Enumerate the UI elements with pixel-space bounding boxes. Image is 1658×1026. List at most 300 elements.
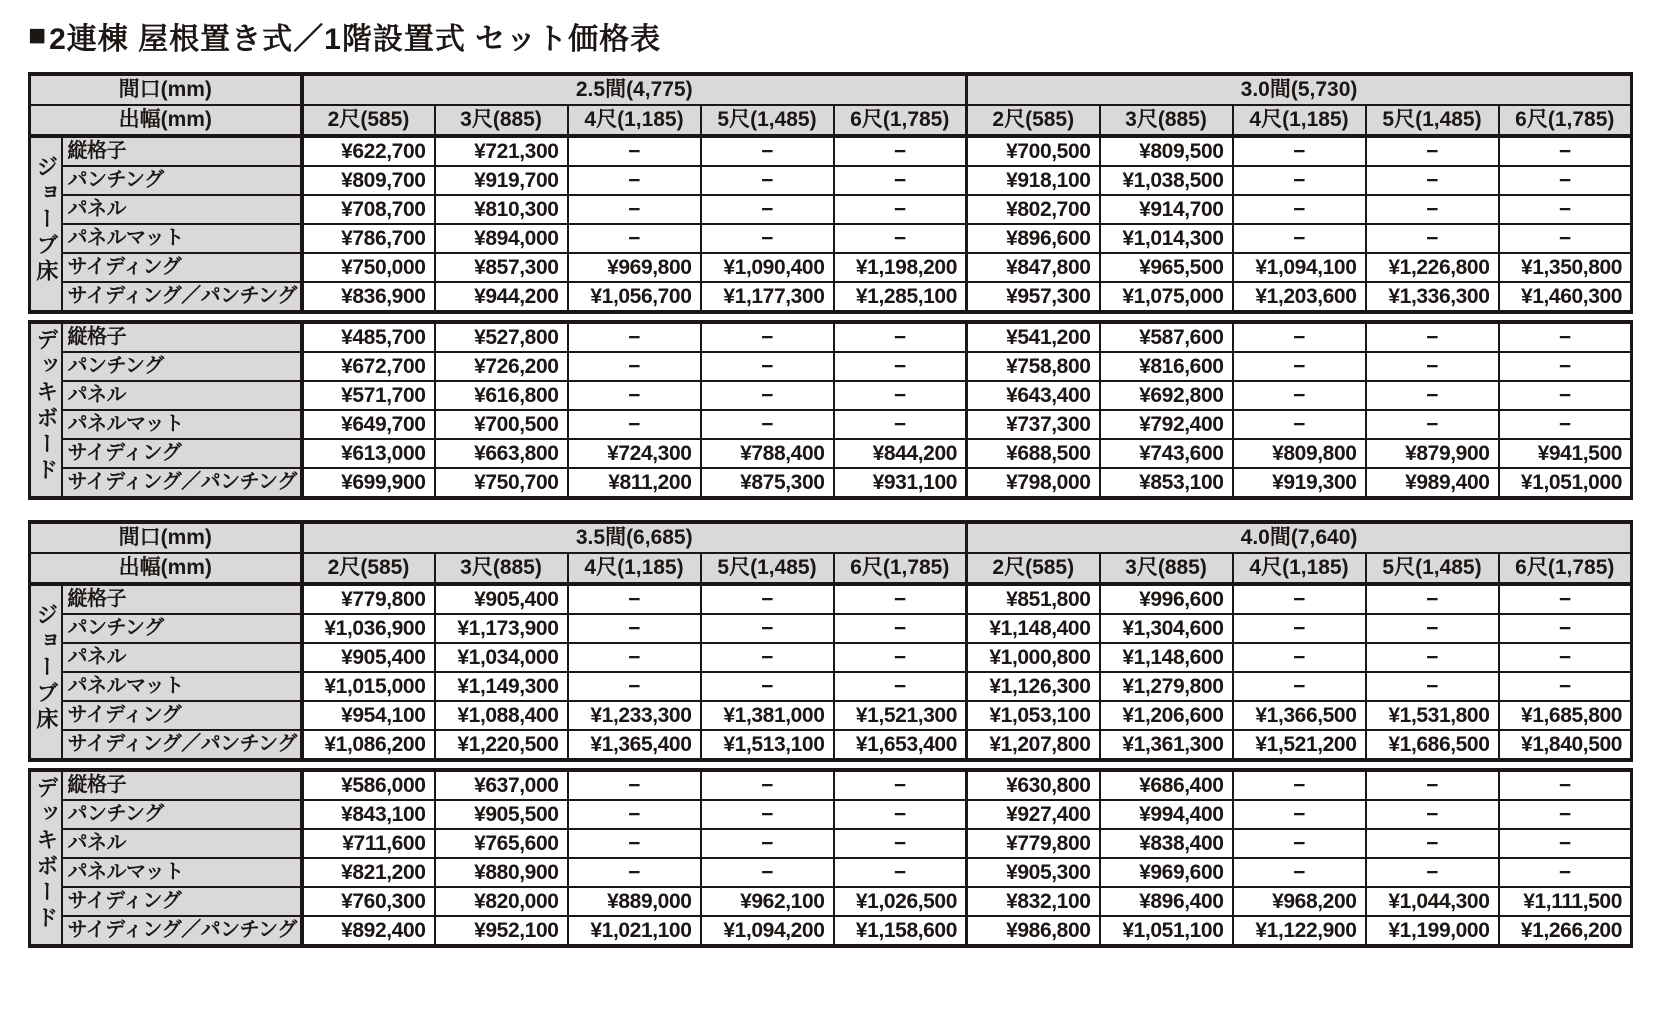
price-cell: ¥965,500 xyxy=(1100,253,1233,282)
empty-price-cell: − xyxy=(1499,643,1632,672)
title-square-bullet-icon: ■ xyxy=(28,19,48,52)
price-cell: ¥1,366,500 xyxy=(1233,701,1366,730)
empty-price-cell: − xyxy=(1499,136,1632,166)
price-cell: ¥905,500 xyxy=(435,800,568,829)
row-label: サイディング／パンチング xyxy=(62,282,302,312)
empty-price-cell: − xyxy=(701,643,834,672)
price-cell: ¥1,090,400 xyxy=(701,253,834,282)
depth-header-cell: 3尺(885) xyxy=(435,105,568,136)
empty-price-cell: − xyxy=(834,381,967,410)
price-cell: ¥836,900 xyxy=(302,282,435,312)
table-row xyxy=(30,701,1632,730)
price-cell: ¥737,300 xyxy=(967,410,1100,439)
price-cell: ¥1,365,400 xyxy=(568,730,701,760)
price-cell: ¥986,800 xyxy=(967,916,1100,946)
price-cell: ¥1,014,300 xyxy=(1100,224,1233,253)
price-cell: ¥711,600 xyxy=(302,829,435,858)
empty-price-cell: − xyxy=(568,829,701,858)
empty-price-cell: − xyxy=(568,770,701,800)
empty-price-cell: − xyxy=(1233,195,1366,224)
price-cell: ¥1,460,300 xyxy=(1499,282,1632,312)
empty-price-cell: − xyxy=(1233,643,1366,672)
table-row xyxy=(30,916,1632,946)
price-cell: ¥1,000,800 xyxy=(967,643,1100,672)
price-cell: ¥1,036,900 xyxy=(302,614,435,643)
price-cell: ¥1,266,200 xyxy=(1499,916,1632,946)
depth-header-cell: 5尺(1,485) xyxy=(1366,553,1499,584)
empty-price-cell: − xyxy=(1366,829,1499,858)
depth-header-cell: 4尺(1,185) xyxy=(1233,553,1366,584)
price-cell: ¥613,000 xyxy=(302,439,435,468)
empty-price-cell: − xyxy=(1233,614,1366,643)
empty-price-cell: − xyxy=(834,770,967,800)
row-label: サイディング xyxy=(62,701,302,730)
empty-price-cell: − xyxy=(701,614,834,643)
empty-price-cell: − xyxy=(1499,166,1632,195)
page-title-text: 2連棟 屋根置き式／1階設置式 セット価格表 xyxy=(49,23,662,56)
empty-price-cell: − xyxy=(834,614,967,643)
empty-price-cell: − xyxy=(1366,858,1499,887)
section-label-text: デッキボード xyxy=(33,775,59,932)
empty-price-cell: − xyxy=(1499,352,1632,381)
price-table-upper xyxy=(28,72,1633,314)
depth-header-cell: 2尺(585) xyxy=(967,553,1100,584)
price-cell: ¥1,199,000 xyxy=(1366,916,1499,946)
price-cell: ¥1,034,000 xyxy=(435,643,568,672)
table-row xyxy=(30,439,1632,468)
price-cell: ¥996,600 xyxy=(1100,584,1233,614)
empty-price-cell: − xyxy=(1366,410,1499,439)
price-cell: ¥616,800 xyxy=(435,381,568,410)
price-table-block-2 xyxy=(28,520,1658,948)
empty-price-cell: − xyxy=(701,136,834,166)
price-cell: ¥919,700 xyxy=(435,166,568,195)
price-cell: ¥880,900 xyxy=(435,858,568,887)
empty-price-cell: − xyxy=(701,195,834,224)
price-cell: ¥1,053,100 xyxy=(967,701,1100,730)
empty-price-cell: − xyxy=(568,195,701,224)
price-cell: ¥726,200 xyxy=(435,352,568,381)
empty-price-cell: − xyxy=(1366,136,1499,166)
table-row xyxy=(30,352,1632,381)
price-cell: ¥721,300 xyxy=(435,136,568,166)
price-cell: ¥1,531,800 xyxy=(1366,701,1499,730)
price-cell: ¥586,000 xyxy=(302,770,435,800)
section-label-deck-board xyxy=(30,322,62,498)
maguchi-header-cell: 間口(mm) xyxy=(30,522,302,553)
maguchi-header-cell: 間口(mm) xyxy=(30,74,302,105)
price-cell: ¥1,840,500 xyxy=(1499,730,1632,760)
price-cell: ¥820,000 xyxy=(435,887,568,916)
empty-price-cell: − xyxy=(1366,584,1499,614)
price-cell: ¥894,000 xyxy=(435,224,568,253)
empty-price-cell: − xyxy=(1233,584,1366,614)
price-cell: ¥788,400 xyxy=(701,439,834,468)
row-label: パンチング xyxy=(62,614,302,643)
row-label: パネルマット xyxy=(62,410,302,439)
empty-price-cell: − xyxy=(1233,858,1366,887)
empty-price-cell: − xyxy=(701,672,834,701)
empty-price-cell: − xyxy=(568,584,701,614)
price-cell: ¥957,300 xyxy=(967,282,1100,312)
price-cell: ¥779,800 xyxy=(302,584,435,614)
depth-header-cell: 5尺(1,485) xyxy=(1366,105,1499,136)
depth-header-row xyxy=(30,105,1632,136)
empty-price-cell: − xyxy=(701,858,834,887)
price-cell: ¥708,700 xyxy=(302,195,435,224)
depth-header-cell: 3尺(885) xyxy=(1100,105,1233,136)
table-row xyxy=(30,770,1632,800)
price-cell: ¥1,226,800 xyxy=(1366,253,1499,282)
empty-price-cell: − xyxy=(701,166,834,195)
price-cell: ¥587,600 xyxy=(1100,322,1233,352)
empty-price-cell: − xyxy=(834,166,967,195)
price-cell: ¥1,044,300 xyxy=(1366,887,1499,916)
empty-price-cell: − xyxy=(1499,381,1632,410)
empty-price-cell: − xyxy=(1366,224,1499,253)
price-cell: ¥527,800 xyxy=(435,322,568,352)
empty-price-cell: − xyxy=(834,858,967,887)
price-cell: ¥896,400 xyxy=(1100,887,1233,916)
price-cell: ¥989,400 xyxy=(1366,468,1499,498)
depth-header-cell: 2尺(585) xyxy=(967,105,1100,136)
price-table-upper xyxy=(28,520,1633,762)
empty-price-cell: − xyxy=(701,410,834,439)
price-cell: ¥844,200 xyxy=(834,439,967,468)
row-label: パンチング xyxy=(62,352,302,381)
price-cell: ¥1,149,300 xyxy=(435,672,568,701)
price-cell: ¥760,300 xyxy=(302,887,435,916)
table-row xyxy=(30,136,1632,166)
price-cell: ¥1,336,300 xyxy=(1366,282,1499,312)
depth-header-cell: 3尺(885) xyxy=(435,553,568,584)
span-group-header-cell: 2.5間(4,775) xyxy=(302,74,967,105)
price-cell: ¥1,086,200 xyxy=(302,730,435,760)
price-cell: ¥692,800 xyxy=(1100,381,1233,410)
empty-price-cell: − xyxy=(568,643,701,672)
price-cell: ¥688,500 xyxy=(967,439,1100,468)
row-label: パンチング xyxy=(62,800,302,829)
price-cell: ¥952,100 xyxy=(435,916,568,946)
price-cell: ¥816,600 xyxy=(1100,352,1233,381)
price-cell: ¥919,300 xyxy=(1233,468,1366,498)
empty-price-cell: − xyxy=(1366,352,1499,381)
empty-price-cell: − xyxy=(834,136,967,166)
empty-price-cell: − xyxy=(1233,166,1366,195)
price-cell: ¥905,300 xyxy=(967,858,1100,887)
price-cell: ¥892,400 xyxy=(302,916,435,946)
price-cell: ¥1,233,300 xyxy=(568,701,701,730)
empty-price-cell: − xyxy=(1499,770,1632,800)
row-label: パネルマット xyxy=(62,224,302,253)
price-cell: ¥786,700 xyxy=(302,224,435,253)
price-cell: ¥1,122,900 xyxy=(1233,916,1366,946)
depth-header-cell: 3尺(885) xyxy=(1100,553,1233,584)
price-cell: ¥1,094,200 xyxy=(701,916,834,946)
debaba-header-cell: 出幅(mm) xyxy=(30,105,302,136)
price-cell: ¥1,148,600 xyxy=(1100,643,1233,672)
empty-price-cell: − xyxy=(701,224,834,253)
price-cell: ¥1,158,600 xyxy=(834,916,967,946)
price-cell: ¥802,700 xyxy=(967,195,1100,224)
price-cell: ¥1,513,100 xyxy=(701,730,834,760)
price-cell: ¥724,300 xyxy=(568,439,701,468)
empty-price-cell: − xyxy=(1366,195,1499,224)
empty-price-cell: − xyxy=(834,410,967,439)
price-cell: ¥1,521,300 xyxy=(834,701,967,730)
row-label: 縦格子 xyxy=(62,322,302,352)
row-label: サイディング xyxy=(62,439,302,468)
price-cell: ¥821,200 xyxy=(302,858,435,887)
price-table-lower xyxy=(28,320,1633,500)
row-label: サイディング xyxy=(62,887,302,916)
table-row xyxy=(30,468,1632,498)
price-cell: ¥1,051,100 xyxy=(1100,916,1233,946)
price-cell: ¥672,700 xyxy=(302,352,435,381)
price-cell: ¥750,700 xyxy=(435,468,568,498)
price-cell: ¥686,400 xyxy=(1100,770,1233,800)
price-table-lower xyxy=(28,768,1633,948)
price-cell: ¥941,500 xyxy=(1499,439,1632,468)
price-cell: ¥765,600 xyxy=(435,829,568,858)
price-cell: ¥630,800 xyxy=(967,770,1100,800)
price-cell: ¥1,381,000 xyxy=(701,701,834,730)
price-cell: ¥809,800 xyxy=(1233,439,1366,468)
depth-header-cell: 2尺(585) xyxy=(302,553,435,584)
price-cell: ¥571,700 xyxy=(302,381,435,410)
empty-price-cell: − xyxy=(1499,195,1632,224)
price-cell: ¥962,100 xyxy=(701,887,834,916)
empty-price-cell: − xyxy=(568,352,701,381)
empty-price-cell: − xyxy=(568,672,701,701)
table-row xyxy=(30,858,1632,887)
table-row xyxy=(30,381,1632,410)
table-row xyxy=(30,614,1632,643)
empty-price-cell: − xyxy=(1233,224,1366,253)
price-cell: ¥643,400 xyxy=(967,381,1100,410)
price-cell: ¥969,600 xyxy=(1100,858,1233,887)
price-cell: ¥663,800 xyxy=(435,439,568,468)
price-cell: ¥954,100 xyxy=(302,701,435,730)
price-cell: ¥905,400 xyxy=(302,643,435,672)
empty-price-cell: − xyxy=(1233,800,1366,829)
price-cell: ¥792,400 xyxy=(1100,410,1233,439)
table-row xyxy=(30,643,1632,672)
empty-price-cell: − xyxy=(834,800,967,829)
depth-header-cell: 4尺(1,185) xyxy=(568,553,701,584)
empty-price-cell: − xyxy=(568,322,701,352)
price-cell: ¥875,300 xyxy=(701,468,834,498)
price-cell: ¥927,400 xyxy=(967,800,1100,829)
price-cell: ¥918,100 xyxy=(967,166,1100,195)
price-cell: ¥889,000 xyxy=(568,887,701,916)
empty-price-cell: − xyxy=(701,381,834,410)
depth-header-row xyxy=(30,553,1632,584)
empty-price-cell: − xyxy=(1366,800,1499,829)
price-cell: ¥750,000 xyxy=(302,253,435,282)
empty-price-cell: − xyxy=(701,352,834,381)
empty-price-cell: − xyxy=(1233,136,1366,166)
table-row xyxy=(30,887,1632,916)
price-cell: ¥1,203,600 xyxy=(1233,282,1366,312)
empty-price-cell: − xyxy=(1499,672,1632,701)
empty-price-cell: − xyxy=(1366,643,1499,672)
price-cell: ¥896,600 xyxy=(967,224,1100,253)
price-cell: ¥758,800 xyxy=(967,352,1100,381)
empty-price-cell: − xyxy=(1499,584,1632,614)
depth-header-cell: 2尺(585) xyxy=(302,105,435,136)
span-header-row xyxy=(30,522,1632,553)
empty-price-cell: − xyxy=(1499,858,1632,887)
empty-price-cell: − xyxy=(1499,410,1632,439)
empty-price-cell: − xyxy=(568,136,701,166)
price-cell: ¥1,686,500 xyxy=(1366,730,1499,760)
price-cell: ¥1,026,500 xyxy=(834,887,967,916)
debaba-header-cell: 出幅(mm) xyxy=(30,553,302,584)
table-row xyxy=(30,253,1632,282)
row-label: 縦格子 xyxy=(62,770,302,800)
price-cell: ¥1,173,900 xyxy=(435,614,568,643)
price-cell: ¥1,015,000 xyxy=(302,672,435,701)
row-label: パネル xyxy=(62,381,302,410)
price-cell: ¥779,800 xyxy=(967,829,1100,858)
page-title xyxy=(28,14,1658,58)
table-row xyxy=(30,410,1632,439)
empty-price-cell: − xyxy=(568,614,701,643)
page xyxy=(28,14,1658,948)
price-cell: ¥857,300 xyxy=(435,253,568,282)
empty-price-cell: − xyxy=(568,410,701,439)
price-cell: ¥1,021,100 xyxy=(568,916,701,946)
empty-price-cell: − xyxy=(1366,166,1499,195)
price-cell: ¥1,304,600 xyxy=(1100,614,1233,643)
price-cell: ¥994,400 xyxy=(1100,800,1233,829)
row-label: パネルマット xyxy=(62,672,302,701)
row-label: サイディング／パンチング xyxy=(62,468,302,498)
price-cell: ¥1,148,400 xyxy=(967,614,1100,643)
span-group-header-cell: 3.5間(6,685) xyxy=(302,522,967,553)
empty-price-cell: − xyxy=(701,770,834,800)
price-cell: ¥809,500 xyxy=(1100,136,1233,166)
price-cell: ¥811,200 xyxy=(568,468,701,498)
price-cell: ¥944,200 xyxy=(435,282,568,312)
empty-price-cell: − xyxy=(1233,322,1366,352)
price-cell: ¥1,177,300 xyxy=(701,282,834,312)
empty-price-cell: − xyxy=(701,584,834,614)
section-label-text: デッキボード xyxy=(33,327,59,484)
empty-price-cell: − xyxy=(1233,829,1366,858)
table-row xyxy=(30,282,1632,312)
price-cell: ¥853,100 xyxy=(1100,468,1233,498)
span-group-header-cell: 3.0間(5,730) xyxy=(967,74,1632,105)
price-cell: ¥809,700 xyxy=(302,166,435,195)
table-row xyxy=(30,195,1632,224)
price-cell: ¥743,600 xyxy=(1100,439,1233,468)
row-label: 縦格子 xyxy=(62,136,302,166)
empty-price-cell: − xyxy=(1499,800,1632,829)
price-cell: ¥622,700 xyxy=(302,136,435,166)
price-cell: ¥843,100 xyxy=(302,800,435,829)
empty-price-cell: − xyxy=(1499,829,1632,858)
empty-price-cell: − xyxy=(834,224,967,253)
empty-price-cell: − xyxy=(1233,381,1366,410)
empty-price-cell: − xyxy=(701,829,834,858)
table-row xyxy=(30,166,1632,195)
price-cell: ¥1,653,400 xyxy=(834,730,967,760)
price-cell: ¥1,198,200 xyxy=(834,253,967,282)
row-label: サイディング xyxy=(62,253,302,282)
price-cell: ¥810,300 xyxy=(435,195,568,224)
empty-price-cell: − xyxy=(1366,672,1499,701)
price-cell: ¥1,279,800 xyxy=(1100,672,1233,701)
empty-price-cell: − xyxy=(568,224,701,253)
empty-price-cell: − xyxy=(701,800,834,829)
empty-price-cell: − xyxy=(834,672,967,701)
empty-price-cell: − xyxy=(1499,224,1632,253)
row-label: パネル xyxy=(62,829,302,858)
price-cell: ¥1,038,500 xyxy=(1100,166,1233,195)
row-label: パネルマット xyxy=(62,858,302,887)
row-label: サイディング／パンチング xyxy=(62,730,302,760)
empty-price-cell: − xyxy=(834,643,967,672)
price-cell: ¥1,126,300 xyxy=(967,672,1100,701)
depth-header-cell: 6尺(1,785) xyxy=(834,553,967,584)
section-label-text: ジョーブ床 xyxy=(33,154,59,285)
price-cell: ¥1,685,800 xyxy=(1499,701,1632,730)
price-cell: ¥1,051,000 xyxy=(1499,468,1632,498)
price-cell: ¥1,088,400 xyxy=(435,701,568,730)
empty-price-cell: − xyxy=(834,352,967,381)
depth-header-cell: 5尺(1,485) xyxy=(701,553,834,584)
table-row xyxy=(30,829,1632,858)
price-cell: ¥1,350,800 xyxy=(1499,253,1632,282)
price-cell: ¥931,100 xyxy=(834,468,967,498)
price-cell: ¥1,220,500 xyxy=(435,730,568,760)
section-label-deck-board xyxy=(30,770,62,946)
price-cell: ¥905,400 xyxy=(435,584,568,614)
price-cell: ¥1,285,100 xyxy=(834,282,967,312)
price-cell: ¥798,000 xyxy=(967,468,1100,498)
empty-price-cell: − xyxy=(834,584,967,614)
price-cell: ¥1,056,700 xyxy=(568,282,701,312)
empty-price-cell: − xyxy=(1499,322,1632,352)
depth-header-cell: 4尺(1,185) xyxy=(1233,105,1366,136)
price-cell: ¥914,700 xyxy=(1100,195,1233,224)
empty-price-cell: − xyxy=(1233,672,1366,701)
price-cell: ¥541,200 xyxy=(967,322,1100,352)
empty-price-cell: − xyxy=(1233,352,1366,381)
price-cell: ¥649,700 xyxy=(302,410,435,439)
table-row xyxy=(30,224,1632,253)
depth-header-cell: 6尺(1,785) xyxy=(1499,553,1632,584)
price-cell: ¥1,361,300 xyxy=(1100,730,1233,760)
table-row xyxy=(30,672,1632,701)
price-cell: ¥1,521,200 xyxy=(1233,730,1366,760)
table-row xyxy=(30,322,1632,352)
empty-price-cell: − xyxy=(1366,770,1499,800)
empty-price-cell: − xyxy=(1366,614,1499,643)
row-label: パネル xyxy=(62,195,302,224)
empty-price-cell: − xyxy=(568,166,701,195)
price-cell: ¥968,200 xyxy=(1233,887,1366,916)
span-group-header-cell: 4.0間(7,640) xyxy=(967,522,1632,553)
row-label: 縦格子 xyxy=(62,584,302,614)
section-label-joubu-yuka xyxy=(30,136,62,312)
price-cell: ¥1,075,000 xyxy=(1100,282,1233,312)
empty-price-cell: − xyxy=(1233,770,1366,800)
depth-header-cell: 5尺(1,485) xyxy=(701,105,834,136)
price-cell: ¥832,100 xyxy=(967,887,1100,916)
